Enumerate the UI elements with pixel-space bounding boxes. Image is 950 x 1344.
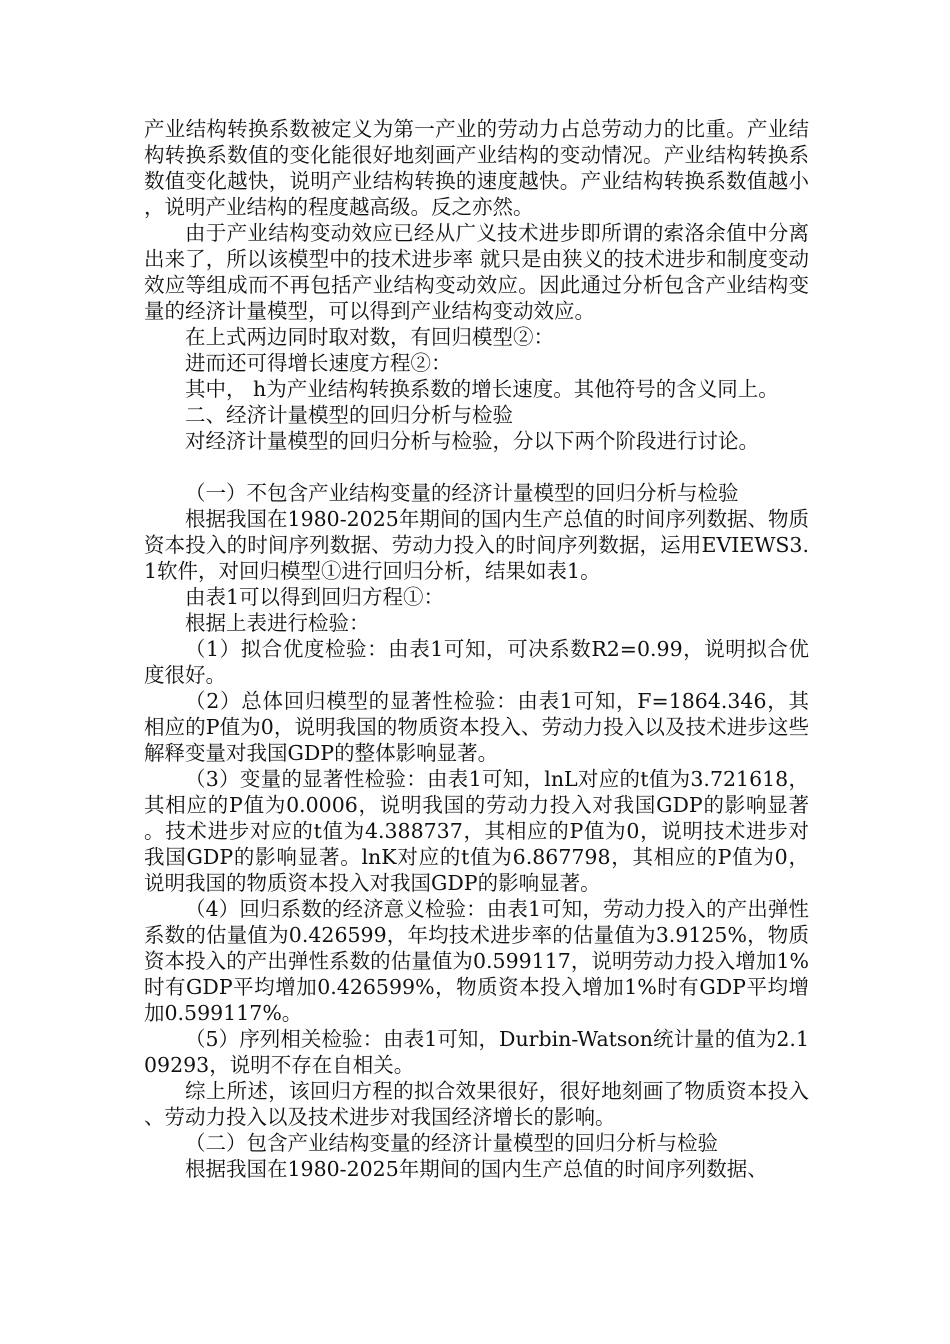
paragraph-11: 由表1可以得到回归方程①： bbox=[185, 585, 445, 609]
subsection-heading-2: （二）包含产业结构变量的经济计量模型的回归分析与检验 bbox=[185, 1131, 718, 1155]
paragraph-1: 产业结构转换系数被定义为第一产业的劳动力占总劳动力的比重。产业结构转换系数值的变化能很好地刻画产业结构的变动情况。产业结构转换系数值变化越快，说明产业结构转换的速度越快。产业结构转换系数值越小，说明产业结构的程度越高级。反之亦然。 bbox=[144, 117, 809, 219]
paragraph-3: 在上式两边同时取对数，有回归模型②： bbox=[185, 325, 554, 349]
blank-line bbox=[144, 454, 809, 480]
summary-paragraph: 综上所述，该回归方程的拟合效果很好，很好地刻画了物质资本投入、劳动力投入以及技术进步对我国经济增长的影响。 bbox=[144, 1079, 809, 1129]
section-heading-2: 二、经济计量模型的回归分析与检验 bbox=[185, 403, 513, 427]
test-item-4: （4）回归系数的经济意义检验：由表1可知，劳动力投入的产出弹性系数的估量值为0.426599，年均技术进步率的估量值为3.9125%，物质资本投入的产出弹性系数的估量值为0.599117，说明劳动力投入增加1%时有GDP平均增加0.426599%，物质资本投入增加1%时有GDP平均增加0.599117%。 bbox=[144, 897, 809, 1025]
paragraph-4: 进而还可得增长速度方程②： bbox=[185, 351, 452, 375]
paragraph-20: 根据我国在1980-2025年期间的国内生产总值的时间序列数据、 bbox=[185, 1157, 768, 1181]
subsection-heading-1: （一）不包含产业结构变量的经济计量模型的回归分析与检验 bbox=[185, 481, 739, 505]
test-item-2: （2）总体回归模型的显著性检验：由表1可知，F=1864.346，其相应的P值为0，说明我国的物质资本投入、劳动力投入以及技术进步这些解释变量对我国GDP的整体影响显著。 bbox=[144, 689, 809, 765]
paragraph-5: 其中， h为产业结构转换系数的增长速度。其他符号的含义同上。 bbox=[185, 377, 779, 401]
paragraph-7: 对经济计量模型的回归分析与检验，分以下两个阶段进行讨论。 bbox=[185, 429, 759, 453]
paragraph-10: 根据我国在1980-2025年期间的国内生产总值的时间序列数据、物质资本投入的时间序列数据、劳动力投入的时间序列数据，运用EVIEWS3.1软件，对回归模型①进行回归分析，结果如表1。 bbox=[144, 507, 809, 583]
test-item-1: （1）拟合优度检验：由表1可知，可决系数R2=0.99，说明拟合优度很好。 bbox=[144, 637, 809, 687]
document-page bbox=[144, 116, 809, 1182]
paragraph-2: 由于产业结构变动效应已经从广义技术进步即所谓的索洛余值中分离出来了，所以该模型中的技术进步率 就只是由狭义的技术进步和制度变动效应等组成而不再包括产业结构变动效应。因此通过分析包含产业结构变量的经济计量模型，可以得到产业结构变动效应。 bbox=[144, 221, 809, 323]
test-item-3: （3）变量的显著性检验：由表1可知，lnL对应的t值为3.721618，其相应的P值为0.0006，说明我国的劳动力投入对我国GDP的影响显著。技术进步对应的t值为4.388737，其相应的P值为0，说明技术进步对我国GDP的影响显著。lnK对应的t值为6.867798，其相应的P值为0，说明我国的物质资本投入对我国GDP的影响显著。 bbox=[144, 767, 809, 895]
test-item-5: （5）序列相关检验：由表1可知，Durbin-Watson统计量的值为2.109293，说明不存在自相关。 bbox=[144, 1027, 809, 1077]
paragraph-12: 根据上表进行检验： bbox=[185, 611, 370, 635]
